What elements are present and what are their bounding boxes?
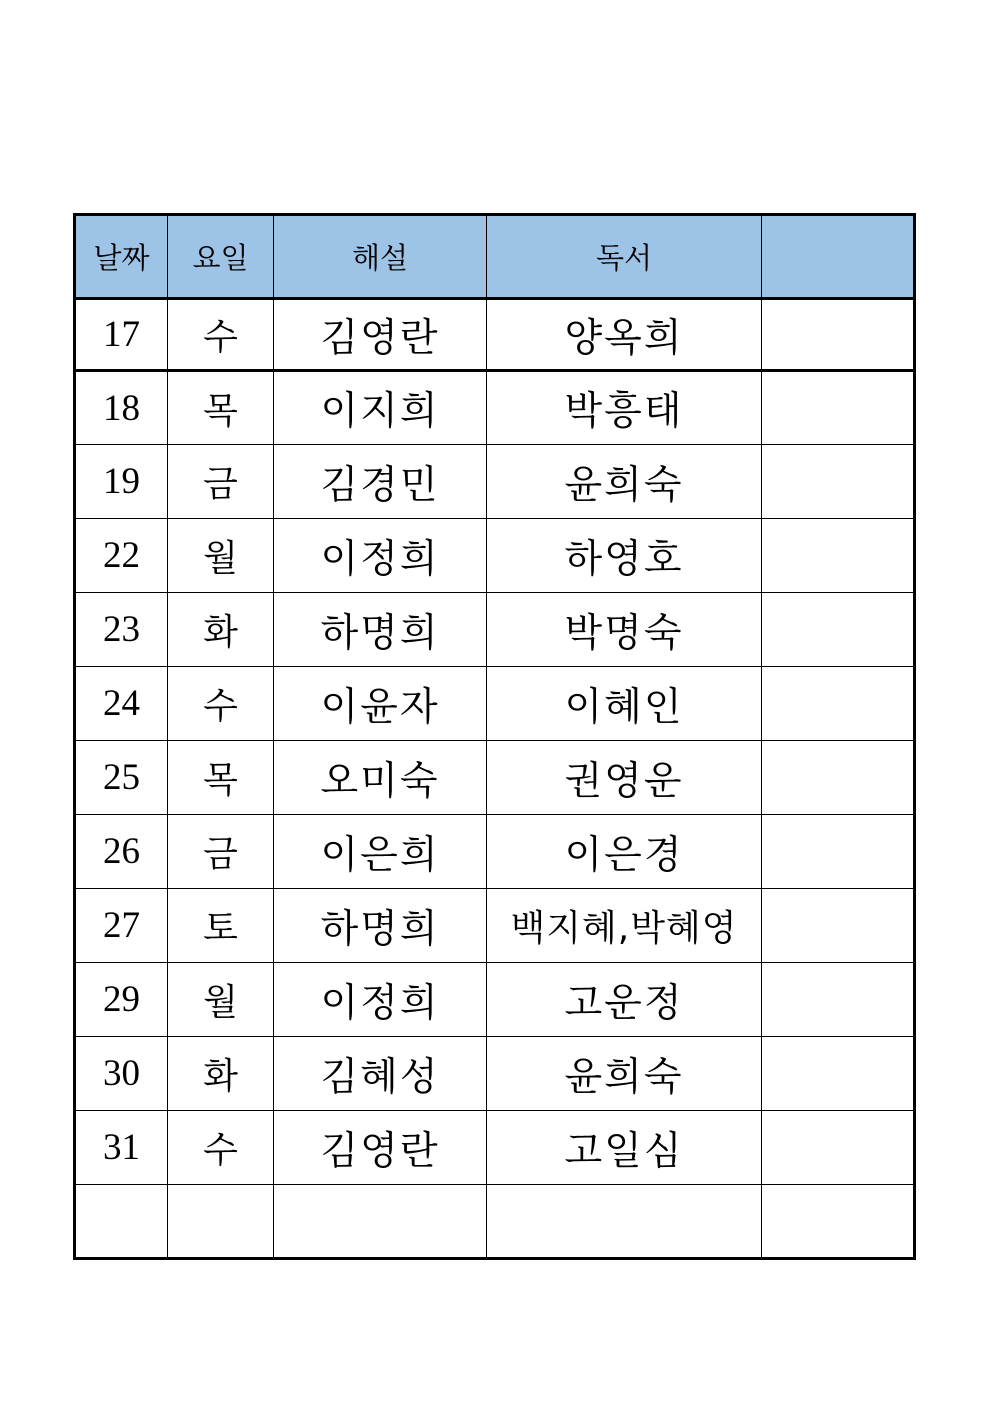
date-cell: [75, 1185, 168, 1259]
table-row: [75, 667, 915, 741]
extra-cell: [762, 1111, 915, 1185]
reading-cell: 권영운: [487, 741, 762, 815]
day-cell: 수: [168, 299, 274, 371]
date-cell: 23: [75, 593, 168, 667]
table-body: [75, 299, 915, 1259]
date-cell: 27: [75, 889, 168, 963]
table-row: [75, 1111, 915, 1185]
table-row: [75, 1185, 915, 1259]
day-cell: 토: [168, 889, 274, 963]
extra-cell: [762, 889, 915, 963]
date-cell: 22: [75, 519, 168, 593]
day-cell: [168, 1185, 274, 1259]
table-row: [75, 299, 915, 371]
table-row: [75, 371, 915, 445]
header-commentary: 해설: [274, 215, 487, 299]
commentary-cell: 김혜성: [274, 1037, 487, 1111]
reading-cell: 윤희숙: [487, 445, 762, 519]
day-cell: 목: [168, 371, 274, 445]
date-cell: 19: [75, 445, 168, 519]
reading-cell: 양옥희: [487, 299, 762, 371]
commentary-cell: 김경민: [274, 445, 487, 519]
table-header: [75, 215, 915, 299]
date-cell: 26: [75, 815, 168, 889]
date-cell: 18: [75, 371, 168, 445]
header-extra: [762, 215, 915, 299]
date-cell: 17: [75, 299, 168, 371]
header-reading: 독서: [487, 215, 762, 299]
table-row: [75, 889, 915, 963]
extra-cell: [762, 1185, 915, 1259]
header-row: [75, 215, 915, 299]
extra-cell: [762, 593, 915, 667]
commentary-cell: 오미숙: [274, 741, 487, 815]
table-row: [75, 741, 915, 815]
date-cell: 29: [75, 963, 168, 1037]
day-cell: 월: [168, 963, 274, 1037]
schedule-table: [73, 213, 916, 1260]
reading-cell: 이은경: [487, 815, 762, 889]
day-cell: 화: [168, 1037, 274, 1111]
commentary-cell: 하명희: [274, 593, 487, 667]
day-cell: 월: [168, 519, 274, 593]
extra-cell: [762, 371, 915, 445]
extra-cell: [762, 815, 915, 889]
extra-cell: [762, 519, 915, 593]
reading-cell: 하영호: [487, 519, 762, 593]
commentary-cell: 김영란: [274, 299, 487, 371]
table-row: [75, 593, 915, 667]
date-cell: 31: [75, 1111, 168, 1185]
date-cell: 24: [75, 667, 168, 741]
day-cell: 금: [168, 445, 274, 519]
commentary-cell: 이윤자: [274, 667, 487, 741]
table-row: [75, 963, 915, 1037]
day-cell: 금: [168, 815, 274, 889]
reading-cell: 백지혜,박혜영: [487, 889, 762, 963]
commentary-cell: [274, 1185, 487, 1259]
day-cell: 화: [168, 593, 274, 667]
commentary-cell: 김영란: [274, 1111, 487, 1185]
reading-cell: 고일심: [487, 1111, 762, 1185]
reading-cell: 박명숙: [487, 593, 762, 667]
reading-cell: [487, 1185, 762, 1259]
date-cell: 30: [75, 1037, 168, 1111]
commentary-cell: 이정희: [274, 519, 487, 593]
date-cell: 25: [75, 741, 168, 815]
commentary-cell: 이정희: [274, 963, 487, 1037]
day-cell: 수: [168, 1111, 274, 1185]
reading-cell: 박흥태: [487, 371, 762, 445]
extra-cell: [762, 963, 915, 1037]
table-row: [75, 519, 915, 593]
table-row: [75, 1037, 915, 1111]
extra-cell: [762, 1037, 915, 1111]
commentary-cell: 하명희: [274, 889, 487, 963]
table-row: [75, 815, 915, 889]
extra-cell: [762, 299, 915, 371]
extra-cell: [762, 667, 915, 741]
day-cell: 목: [168, 741, 274, 815]
extra-cell: [762, 741, 915, 815]
commentary-cell: 이은희: [274, 815, 487, 889]
reading-cell: 이혜인: [487, 667, 762, 741]
extra-cell: [762, 445, 915, 519]
reading-cell: 고운정: [487, 963, 762, 1037]
reading-cell: 윤희숙: [487, 1037, 762, 1111]
header-day: 요일: [168, 215, 274, 299]
commentary-cell: 이지희: [274, 371, 487, 445]
header-date: 날짜: [75, 215, 168, 299]
table-row: [75, 445, 915, 519]
day-cell: 수: [168, 667, 274, 741]
